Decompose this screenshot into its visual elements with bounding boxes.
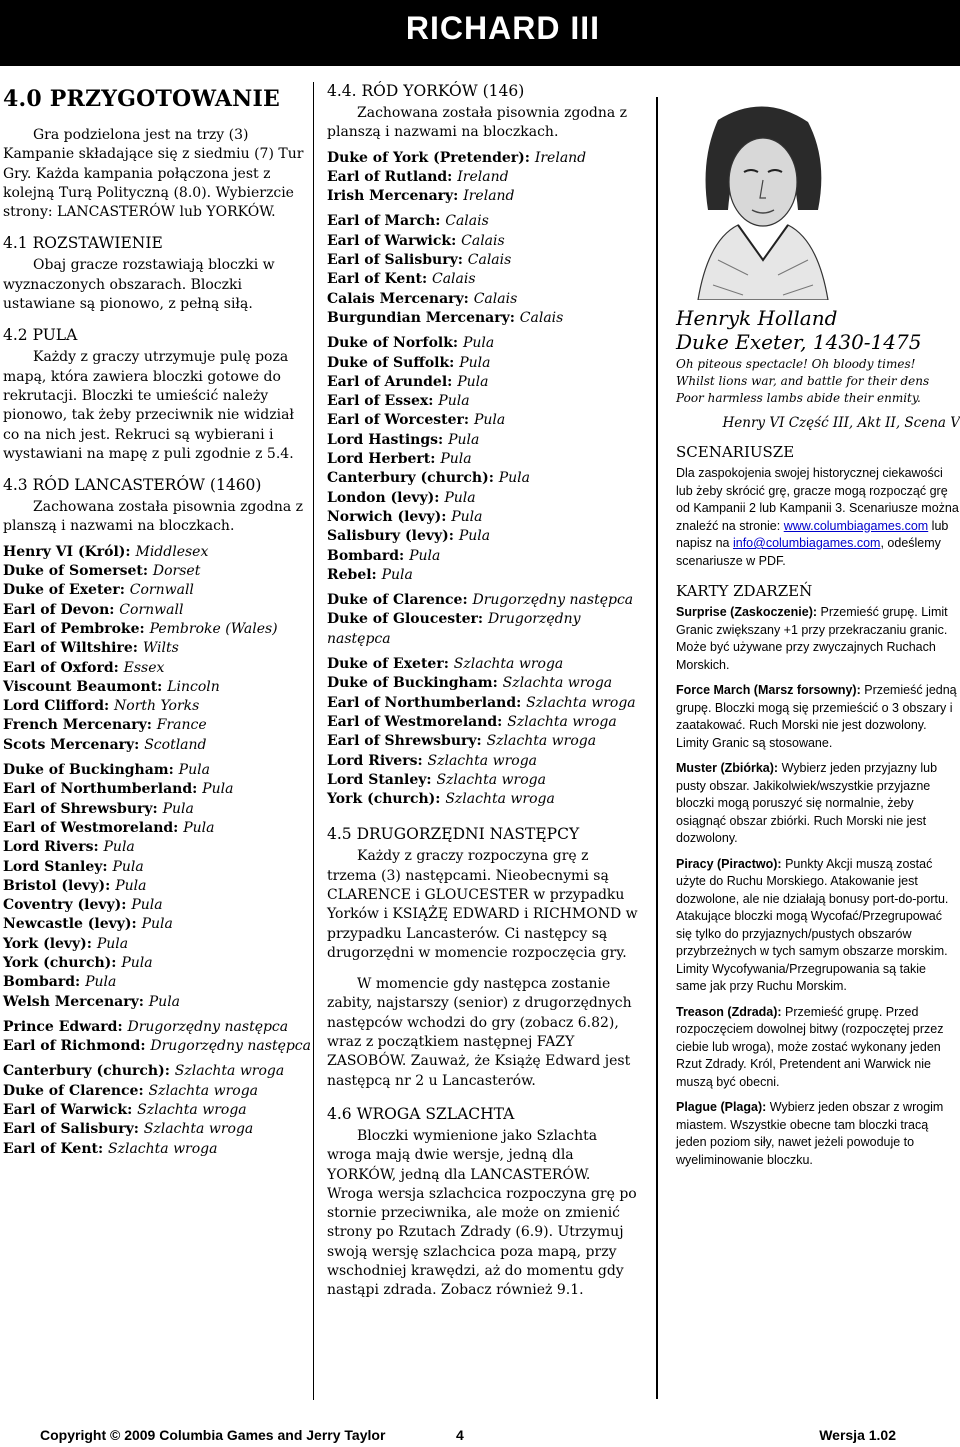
setup-entry (3, 678, 311, 697)
setup-entry (3, 716, 311, 735)
entry-name: Canterbury (church): (327, 470, 499, 487)
setup-entry (327, 508, 639, 527)
setup-entry (3, 1101, 311, 1120)
entry-location: Pula (440, 451, 472, 468)
email-link[interactable]: info@columbiagames.com (732, 536, 881, 550)
setup-entry (327, 450, 639, 469)
event-card-name: Treason (Zdrada): (676, 1004, 786, 1019)
event-card-name: Surprise (Zaskoczenie): (676, 605, 821, 619)
setup-entry (3, 896, 311, 915)
setup-entry (327, 373, 639, 392)
event-card-name: Piracy (Piractwo): (676, 856, 786, 871)
setup-entry (3, 1018, 311, 1037)
setup-entry (327, 527, 639, 546)
column-divider (313, 82, 314, 1400)
entry-location: Szlachta wroga (507, 713, 617, 730)
entry-location: Szlachta wroga (502, 675, 613, 692)
setup-entry (327, 290, 639, 309)
event-card-name: Force March (Marsz forsowny): (676, 683, 865, 697)
entry-location: Pula (457, 373, 489, 390)
section-paragraph: Obaj gracze rozstawiają bloczki w wyznaczonych obszarach. Bloczki ustawiane są pionowo, z pełną siłą. (3, 257, 275, 313)
entry-location: Pula (451, 508, 483, 525)
section-heading: 4.1 ROZSTAWIENIE (3, 234, 163, 253)
setup-entry (327, 334, 639, 353)
setup-entry (3, 1037, 311, 1056)
setup-entry (3, 581, 311, 600)
entry-name: Earl of Warwick: (3, 1102, 138, 1119)
entry-name: Earl of Kent: (327, 271, 432, 288)
entry-name: Prince Edward: (3, 1018, 128, 1035)
setup-group (327, 655, 639, 809)
entry-location: Pula (462, 335, 495, 352)
enemy-noble-list (327, 655, 639, 809)
section-heading: SCENARIUSZE (676, 443, 795, 461)
scenarios-text: Dla zaspokojenia swojej historycznej ciekawości lub żeby skrócić grę, gracze mogą rozpocząć grę od Kampanii 2 lub Kampanii 3. Scenariusze można znaleźć na stronie: (676, 466, 959, 533)
event-card-text: Punkty Akcji muszą zostać użyte do Ruchu Morskiego. Atakowanie jest dozwolone, ale nie działają bonusy port-do-portu. Atakujące bloczki mogą Wycofać/Przegrupować się tylko do przyjaznych/pustych obszarów przybrzeżnych w tych samym obszarze morskim. Limity Wycofywania/Przegrupowania są takie same jak przy Ruchu Morskim. (676, 856, 949, 993)
entry-location: Szlachta wroga (108, 1140, 218, 1157)
setup-entry (327, 489, 639, 508)
entry-location: Pula (381, 566, 413, 583)
entry-location: Lincoln (167, 678, 220, 695)
entry-name: Earl of Northumberland: (3, 781, 203, 798)
section-paragraph: Zachowana została pisownia zgodna z planszą i nazwami na bloczkach. (3, 499, 304, 535)
intro-paragraph: Gra podzielona jest na trzy (3) Kampanie składające się z siedmiu (7) Tur Gry. Każda kampania połączona jest z kolejną Turą Polityczną (8.0). Wybierzcie strony: LANCASTERÓW lub YORKÓW. (3, 127, 304, 221)
entry-location: Szlachta wroga (453, 656, 564, 673)
entry-location: Calais (445, 213, 489, 230)
entry-name: Norwich (levy): (327, 508, 452, 525)
entry-name: Earl of Pembroke: (3, 620, 150, 637)
setup-group (3, 1062, 311, 1158)
lancaster-setup-list (3, 543, 311, 1159)
entry-location: North Yorks (114, 698, 200, 715)
entry-name: Earl of Shrewsbury: (3, 800, 163, 817)
entry-location: Calais (461, 232, 505, 249)
event-card (676, 760, 960, 848)
entry-name: Burgundian Mercenary: (327, 309, 520, 326)
entry-name: Lord Rivers: (327, 752, 428, 769)
entry-name: Canterbury (church): (3, 1063, 175, 1080)
event-card-text: Przemieść jedną grupę. Bloczki mogą się przemieścić o 3 obszary i zaatakować. Ruch Morski nie jest dozwolony. Limity Granic są stosowane. (676, 683, 957, 750)
portrait-illustration (678, 100, 848, 300)
event-card-text: Wybierz jeden obszar z wrogim miastem. Wszystkie obecne tam bloczki tracą jeden poziom siły, nawet jeżeli powoduje to wyeliminowanie bloczku. (676, 1100, 944, 1167)
scenarios-text: lub napisz na (676, 518, 949, 550)
setup-entry (3, 877, 311, 896)
entry-name: Earl of Westmoreland: (3, 819, 184, 836)
entry-name: Lord Rivers: (3, 839, 104, 856)
entry-location: Scotland (144, 736, 207, 753)
setup-entry (327, 168, 639, 187)
entry-name: Lord Clifford: (3, 698, 115, 715)
section-heading: 4.2 PULA (3, 326, 78, 345)
entry-name: Earl of Shrewsbury: (327, 733, 487, 750)
entry-name: Earl of Salisbury: (327, 252, 468, 269)
setup-entry (3, 858, 311, 877)
setup-entry (327, 232, 639, 251)
entry-location: Szlachta wroga (143, 1121, 254, 1138)
setup-entry (3, 915, 311, 934)
setup-entry (327, 187, 639, 206)
entry-name: Earl of Devon: (3, 601, 120, 618)
setup-entry (327, 694, 639, 713)
setup-entry (3, 780, 311, 799)
event-card-text: Przemieść grupę. Przed rozpoczęciem dowolnej bitwy (rozpoczętej przez ciebie lub wroga), może zostać wykonany jeden Rzut Zdrady. Król, Pretendent ani Warwick nie muszą być obecni. (676, 1004, 944, 1089)
section-heading: 4.3 RÓD LANCASTERÓW (1460) (3, 476, 262, 495)
entry-location: Pula (148, 993, 181, 1010)
setup-entry (3, 800, 311, 819)
entry-location: Pula (409, 547, 441, 564)
entry-name: Duke of Clarence: (327, 592, 473, 609)
entry-location: Drugorzędny następca (472, 592, 634, 609)
footer (0, 1425, 960, 1447)
entry-location: Szlachta wroga (148, 1082, 258, 1099)
setup-entry (3, 973, 311, 992)
entry-location: Pula (178, 762, 210, 779)
entry-location: Essex (123, 659, 165, 676)
entry-location: Pula (498, 470, 531, 487)
entry-location: Szlachta wroga (137, 1102, 247, 1119)
column-middle (327, 80, 639, 1301)
setup-entry (3, 543, 311, 562)
setup-entry (327, 566, 639, 585)
setup-entry (3, 659, 311, 678)
entry-location: Pula (121, 954, 153, 971)
entry-location: Calais (519, 309, 564, 326)
setup-group (3, 543, 311, 755)
entry-location: Ireland (457, 168, 509, 185)
event-card-text: Wybierz jeden przyjazny lub pusty obszar. Jakikolwiek/wszystkie przyjazne bloczki mogą poruszyć się normalnie, żeby osiągnąć obszar zbiórki. Ruch Morski nie jest dozwolony. (676, 761, 938, 845)
footer-version: Wersja 1.02 (819, 1427, 896, 1443)
entry-name: Lord Stanley: (327, 771, 437, 788)
entry-name: Rebel: (327, 566, 382, 583)
entry-location: Drugorzędny następca (127, 1018, 289, 1035)
setup-entry (3, 1062, 311, 1081)
entry-name: Earl of Arundel: (327, 373, 458, 390)
setup-entry (327, 732, 639, 751)
setup-entry (3, 1082, 311, 1101)
entry-location: Ireland (463, 188, 515, 205)
setup-entry (327, 713, 639, 732)
entry-name: Earl of March: (327, 213, 446, 230)
entry-location: Pula (112, 858, 144, 875)
entry-name: Duke of Buckingham: (3, 762, 179, 779)
setup-entry (327, 431, 639, 450)
entry-location: Pula (459, 354, 491, 371)
section-paragraph: Zachowana została pisownia zgodna z planszą i nazwami na bloczkach. (327, 105, 628, 141)
entry-name: Duke of Clarence: (3, 1082, 149, 1099)
entry-name: Welsh Mercenary: (3, 993, 149, 1010)
scenarios-paragraph (676, 465, 960, 570)
entry-location: Szlachta wroga (445, 791, 555, 808)
page-number: 4 (456, 1427, 464, 1443)
entry-name: Irish Mercenary: (327, 188, 464, 205)
entry-location: Drugorzędny następca (150, 1038, 311, 1055)
setup-entry (327, 270, 639, 289)
event-card (676, 1099, 960, 1169)
setup-entry (3, 935, 311, 954)
entry-name: Earl of Warwick: (327, 232, 462, 249)
entry-location: Pula (458, 528, 491, 545)
entry-name: York (church): (327, 791, 446, 808)
setup-entry (327, 674, 639, 693)
entry-name: Newcastle (levy): (3, 916, 142, 933)
entry-name: Lord Stanley: (3, 858, 113, 875)
section-heading: 4.6 WROGA SZLACHTA (327, 1104, 515, 1123)
heir-list (327, 591, 639, 649)
entry-name: Lord Herbert: (327, 451, 441, 468)
entry-location: Wilts (142, 640, 179, 657)
scenarios-text: , odeślemy scenariusze w PDF. (676, 536, 941, 568)
entry-location: Pula (131, 897, 163, 914)
setup-entry (327, 411, 639, 430)
entry-name: Calais Mercenary: (327, 290, 474, 307)
quote-line: Poor harmless lambs abide their enmity. (676, 391, 921, 405)
setup-entry (3, 954, 311, 973)
entry-name: Earl of Essex: (327, 393, 439, 410)
quote-line: Whilst lions war, and battle for their dens (676, 374, 930, 388)
setup-entry (3, 639, 311, 658)
section-title: 4.0 PRZYGOTOWANIE (3, 86, 280, 112)
entry-location: Szlachta wroga (174, 1063, 285, 1080)
entry-location: Pula (162, 800, 194, 817)
entry-location: Pula (438, 393, 470, 410)
entry-name: Duke of Norfolk: (327, 335, 463, 352)
entry-location: Szlachta wroga (526, 694, 636, 711)
entry-location: Calais (432, 271, 476, 288)
event-card (676, 604, 960, 674)
section-paragraph: Każdy z graczy utrzymuje pulę poza mapą, która zawiera bloczki gotowe do rekrutacji. Bloczki te umieścić należy pionowo, tak żeby przeciwnik nie widział co na nich jest. Rekruci są wybierani i wystawiani na mapę z puli zgodnie z 5.4. (3, 349, 294, 462)
entry-location: Calais (467, 252, 512, 269)
entry-location: Drugorzędny (487, 611, 581, 628)
entry-location: Pula (444, 489, 476, 506)
header-title: RICHARD III (405, 10, 600, 46)
section-paragraph: Bloczki wymienione jako Szlachta wroga mają dwie wersje, jedną dla YORKÓW, jedną dla LANCASTERÓW. Wroga wersja szlachcica rozpoczyna grę po stornie przeciwnika, ale może on zmienić strony po Rzutach Zdrady (6.9). Utrzymuj swoją wersję szlachcica poza mapą, przy wschodniej krawędzi, aż do momentu gdy nastąpi zdrada. Zobacz również 9.1. (327, 1127, 637, 1299)
setup-group (327, 212, 639, 328)
entry-name: Earl of Westmoreland: (327, 713, 508, 730)
section-paragraph: W momencie gdy następca zostanie zabity, najstarszy (senior) z drugorzędnych następców wchodzi do gry (zobacz 6.82), wraz z początkiem następnej FAZY ZASOBÓW. Zauważ, że Książę Edward jest następcą nr 2 u Lancasterów. (327, 976, 632, 1089)
entry-name: Earl of Kent: (3, 1140, 108, 1157)
setup-group (3, 1018, 311, 1057)
entry-location: następca (327, 630, 391, 647)
entry-name: London (levy): (327, 489, 445, 506)
entry-location: Calais (473, 290, 518, 307)
setup-entry (327, 790, 639, 809)
entry-location: Cornwall (129, 582, 194, 599)
setup-entry (327, 655, 639, 674)
column-right (676, 300, 960, 1177)
entry-name: Duke of Gloucester: (327, 611, 488, 628)
entry-location: Pula (473, 412, 506, 429)
setup-entry (327, 752, 639, 771)
entry-location: Pembroke (Wales) (149, 620, 278, 637)
entry-name: Viscount Beaumont: (3, 678, 168, 695)
section-heading: 4.4. RÓD YORKÓW (146) (327, 82, 525, 100)
entry-location: Dorset (152, 563, 201, 580)
setup-entry (327, 469, 639, 488)
entry-name: Scots Mercenary: (3, 736, 145, 753)
entry-name: Bombard: (3, 974, 86, 991)
event-card-text: Przemieść grupę. Limit Granic zwiększany +1 przy przekraczaniu granic. Może być używane przy zwyczajnych Ruchach Morskich. (676, 605, 948, 672)
footer-copyright: Copyright © 2009 Columbia Games and Jerry Taylor (40, 1427, 386, 1443)
entry-location: Pula (103, 839, 135, 856)
setup-entry (3, 819, 311, 838)
york-setup-list (327, 149, 639, 586)
section-heading: KARTY ZDARZEŃ (676, 582, 813, 600)
entry-location: Middlesex (135, 543, 209, 560)
quote-source: Henry VI Część III, Akt II, Scena V (722, 415, 960, 431)
setup-entry (327, 547, 639, 566)
quote-line: Oh piteous spectacle! Oh bloody times! (676, 357, 916, 371)
entry-name: Coventry (levy): (3, 897, 132, 914)
entry-location: Szlachta wroga (486, 733, 597, 750)
entry-location: Szlachta wroga (427, 752, 537, 769)
entry-name: French Mercenary: (3, 717, 157, 734)
entry-name: Earl of Northumberland: (327, 694, 527, 711)
entry-name: York (levy): (3, 935, 97, 952)
entry-name: Duke of Exeter: (327, 656, 454, 673)
setup-entry (3, 838, 311, 857)
event-card (676, 682, 960, 752)
entry-name: Duke of Somerset: (3, 563, 153, 580)
setup-entry (327, 149, 639, 168)
entry-name: Earl of Worcester: (327, 412, 474, 429)
section-heading: 4.5 DRUGORZĘDNI NASTĘPCY (327, 825, 580, 844)
column-left (3, 82, 311, 1165)
setup-entry (327, 392, 639, 411)
setup-group (327, 149, 639, 207)
portrait-caption: Duke Exeter, 1430-1475 (676, 330, 922, 354)
section-paragraph: Każdy z graczy rozpoczyna grę z trzema (3) następcami. Nieobecnymi są CLARENCE i GLOUCESTER w przypadku Yorków i KSIĄŻĘ EDWARD i RICHMOND w przypadku Lancasterów. Ci następcy są drugorzędni w momencie rozpoczęcia gry. (327, 848, 638, 961)
event-card-name: Muster (Zbiórka): (676, 761, 782, 775)
portrait-caption: Henryk Holland (676, 306, 838, 330)
column-divider (656, 97, 658, 1399)
entry-name: Henry VI (Król): (3, 543, 136, 560)
header-bar (0, 0, 960, 66)
setup-entry (327, 212, 639, 231)
setup-entry (3, 562, 311, 581)
entry-location: Pula (202, 781, 234, 798)
entry-location: Cornwall (119, 601, 184, 618)
entry-location: Pula (96, 935, 129, 952)
entry-name: Duke of Exeter: (3, 582, 130, 599)
setup-entry (3, 601, 311, 620)
event-card (676, 856, 960, 996)
entry-name: Bombard: (327, 547, 410, 564)
setup-entry (3, 697, 311, 716)
entry-location: Pula (448, 431, 480, 448)
entry-name: Earl of Salisbury: (3, 1121, 144, 1138)
entry-name: Earl of Rutland: (327, 168, 458, 185)
setup-entry (327, 771, 639, 790)
entry-name: Duke of Suffolk: (327, 354, 460, 371)
entry-name: Bristol (levy): (3, 877, 116, 894)
setup-entry (3, 993, 311, 1012)
setup-entry (3, 1120, 311, 1139)
entry-name: Duke of York (Pretender): (327, 149, 535, 166)
event-cards-list (676, 604, 960, 1169)
entry-name: York (church): (3, 954, 122, 971)
website-link[interactable]: www.columbiagames.com (783, 518, 929, 533)
entry-location: Szlachta wroga (436, 771, 546, 788)
entry-name: Duke of Buckingham: (327, 675, 503, 692)
setup-entry (3, 1140, 311, 1159)
setup-entry (327, 251, 639, 270)
entry-name: Earl of Richmond: (3, 1038, 151, 1055)
setup-group (3, 761, 311, 1012)
setup-group (327, 334, 639, 585)
entry-name: Earl of Oxford: (3, 659, 124, 676)
entry-name: Salisbury (levy): (327, 528, 459, 545)
setup-entry (327, 309, 639, 328)
entry-location: Ireland (534, 149, 587, 166)
setup-entry (327, 354, 639, 373)
setup-entry (3, 736, 311, 755)
entry-location: Pula (141, 916, 173, 933)
entry-name: Earl of Wiltshire: (3, 640, 143, 657)
setup-entry (3, 761, 311, 780)
entry-location: Pula (183, 819, 215, 836)
event-card-name: Plague (Plaga): (676, 1100, 770, 1114)
event-card (676, 1004, 960, 1092)
setup-entry (3, 620, 311, 639)
entry-location: Pula (85, 974, 117, 991)
entry-location: France (156, 717, 207, 734)
entry-location: Pula (115, 877, 147, 894)
entry-name: Lord Hastings: (327, 431, 449, 448)
